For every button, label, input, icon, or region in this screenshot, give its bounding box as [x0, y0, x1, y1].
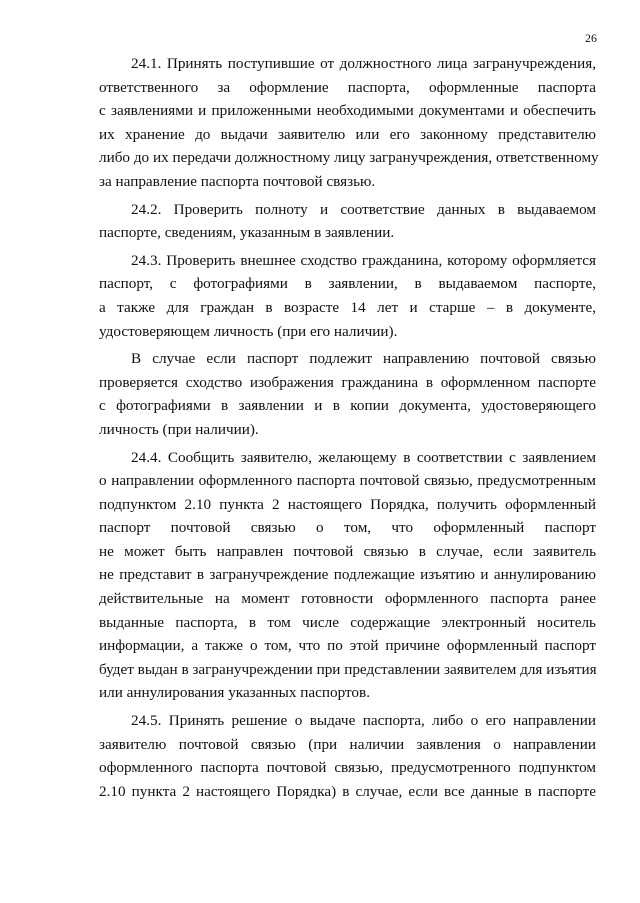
text-line: заявителю почтовой связью (при наличии заявления о направлении — [99, 735, 596, 753]
text-line: не представит в загранучреждение подлежащие изъятию и аннулированию — [99, 566, 596, 584]
text-line: паспорт, с фотографиями в заявлении, в выдаваемом паспорте, — [99, 275, 596, 293]
text-line: проверяется сходство изображения гражданина в оформленном паспорте — [99, 373, 596, 391]
text-line: либо до их передачи должностному лицу загранучреждения, ответственному — [99, 149, 599, 167]
paragraph-p-24-4 — [99, 446, 596, 706]
text-line: 24.3. Проверить внешнее сходство гражданина, которому оформляется — [131, 251, 596, 269]
text-line: подпунктом 2.10 пункта 2 настоящего Порядка, получить оформленный — [99, 495, 596, 513]
text-line: В случае если паспорт подлежит направлению почтовой связью — [131, 350, 596, 368]
text-line: 24.4. Сообщить заявителю, желающему в соответствии с заявлением — [131, 448, 596, 466]
paragraph-p-24-2 — [99, 198, 596, 245]
text-line: выданные паспорта, в том числе содержащие электронный носитель — [99, 613, 596, 631]
text-line: информации, а также о том, что по этой причине оформленный паспорт — [99, 637, 596, 655]
text-line: 24.1. Принять поступившие от должностного лица загранучреждения, — [131, 55, 596, 72]
text-line: а также для граждан в возрасте 14 лет и старше – в документе, — [99, 298, 596, 316]
document-body — [99, 52, 599, 807]
text-line: 24.2. Проверить полноту и соответствие данных в выдаваемом — [131, 200, 596, 218]
paragraph-p-postal — [99, 347, 596, 441]
text-line: удостоверяющем личность (при его наличии). — [99, 322, 398, 340]
text-line: с фотографиями в заявлении и в копии документа, удостоверяющего — [99, 397, 596, 415]
text-line: с заявлениями и приложенными необходимыми документами и обеспечить — [99, 102, 596, 120]
text-line: оформленного паспорта почтовой связью, предусмотренного подпунктом — [99, 759, 596, 777]
text-line: 2.10 пункта 2 настоящего Порядка) в случае, если все данные в паспорте — [99, 782, 596, 800]
paragraph-p-24-5 — [99, 709, 596, 803]
text-line: за направление паспорта почтовой связью. — [99, 172, 376, 190]
page-number: 26 — [585, 31, 597, 45]
text-line: не может быть направлен почтовой связью в случае, если заявитель — [99, 542, 596, 560]
text-line: действительные на момент готовности оформленного паспорта ранее — [99, 590, 596, 608]
text-line: или аннулирования указанных паспортов. — [99, 684, 370, 702]
text-line: ответственного за оформление паспорта, оформленные паспорта — [99, 78, 596, 96]
text-line: 24.5. Принять решение о выдаче паспорта, либо о его направлении — [131, 712, 596, 730]
text-line: паспорте, сведениям, указанным в заявлении. — [99, 224, 395, 242]
paragraph-p-24-1 — [99, 52, 599, 194]
text-line: их хранение до выдачи заявителю или его законному представителю — [99, 125, 596, 143]
paragraph-p-24-3 — [99, 249, 596, 343]
text-line: о направлении оформленного паспорта почтовой связью, предусмотренным — [99, 472, 596, 490]
text-line: паспорт почтовой связью о том, что оформленный паспорт — [99, 519, 596, 537]
text-line: будет выдан в загранучреждении при представлении заявителем для изъятия — [99, 660, 597, 678]
text-line: личность (при наличии). — [99, 420, 259, 438]
